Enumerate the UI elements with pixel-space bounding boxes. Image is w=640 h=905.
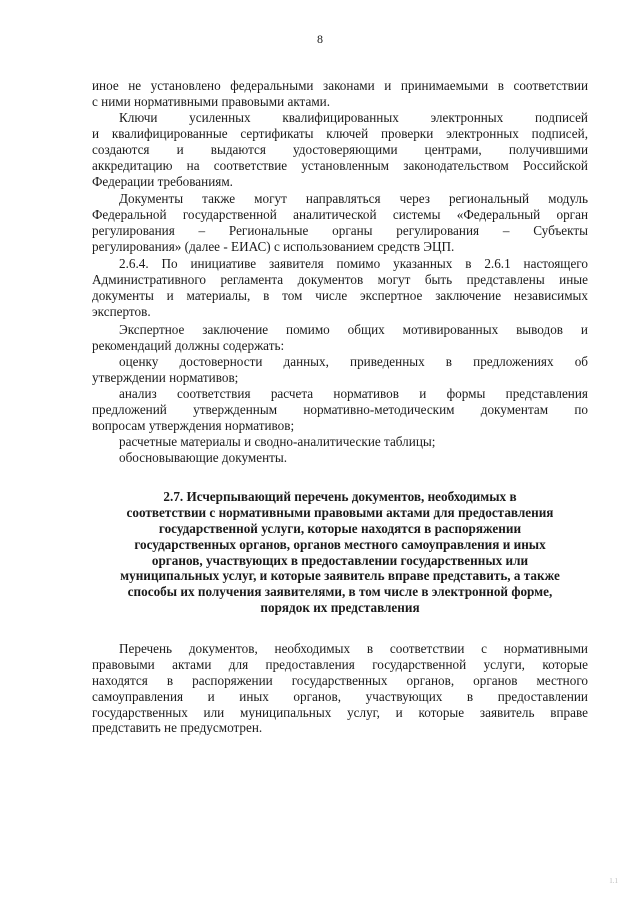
- paragraph-documents-list: [92, 641, 588, 736]
- text-line: Административного регламента документов могут быть представлены иные: [92, 271, 588, 287]
- text-line: документы и материалы, в том числе экспертное заключение независимых: [92, 287, 588, 303]
- text-line: Перечень документов, необходимых в соответствии с нормативными: [119, 641, 588, 656]
- corner-mark: 1.1: [609, 877, 618, 885]
- text-line: оценку достоверности данных, приведенных в предложениях об: [119, 354, 588, 369]
- text-line: вопросам утверждения нормативов;: [92, 417, 295, 433]
- paragraph-expert-conclusion: [92, 322, 588, 354]
- heading-line: государственных органов, органов местного самоуправления и иных: [134, 536, 546, 552]
- text-line: предложений утвержденным нормативно-методическим документам по: [92, 401, 588, 417]
- paragraph-2-6-4: [92, 256, 588, 320]
- text-line: находятся в распоряжении государственных органов, органов местного: [92, 672, 588, 688]
- paragraph-calc-materials: [92, 434, 588, 450]
- text-line: государственных или муниципальных услуг, и которые заявитель вправе: [92, 704, 588, 720]
- heading-line: способы их получения заявителями, в том числе в электронной форме,: [127, 584, 553, 600]
- text-line: анализ соответствия расчета нормативов и формы представления: [119, 386, 588, 401]
- text-line: рекомендаций должны содержать:: [92, 337, 285, 353]
- text-line: с ними нормативными правовыми актами.: [92, 93, 331, 109]
- heading-line: муниципальных услуг, и которые заявитель вправе представить, а также: [120, 568, 560, 584]
- text-line: утверждении нормативов;: [92, 369, 239, 385]
- text-line: экспертов.: [92, 303, 151, 319]
- heading-line: органов, участвующих в предоставлении государственных или: [151, 552, 529, 568]
- text-line: иное не установлено федеральными законами и принимаемыми в соответствии: [92, 78, 588, 93]
- section-heading-2-7: [92, 489, 588, 616]
- paragraph-signature-keys: [92, 110, 588, 189]
- text-line: регулирования» (далее - ЕИАС) с использованием средств ЭЦП.: [92, 238, 455, 254]
- text-line: обосновывающие документы.: [119, 450, 288, 465]
- text-line: Ключи усиленных квалифицированных электронных подписей: [119, 110, 588, 125]
- text-line: аккредитацию на соответствие установленным законодательством Российской: [92, 157, 588, 173]
- paragraph-continuation: [92, 78, 588, 110]
- text-line: создаются и выдаются удостоверяющими центрами, получившими: [92, 141, 588, 157]
- text-line: правовыми актами для предоставления государственной услуги, которые: [92, 656, 588, 672]
- text-line: и квалифицированные сертификаты ключей проверки электронных подписей,: [92, 125, 588, 141]
- text-line: Экспертное заключение помимо общих мотивированных выводов и: [119, 322, 588, 337]
- heading-line: 2.7. Исчерпывающий перечень документов, необходимых в: [163, 489, 517, 504]
- page-number: 8: [317, 32, 323, 46]
- heading-line: порядок их представления: [260, 600, 420, 616]
- text-line: самоуправления и иных органов, участвующих в предоставлении: [92, 688, 588, 704]
- text-line: расчетные материалы и сводно-аналитические таблицы;: [119, 434, 436, 449]
- text-line: 2.6.4. По инициативе заявителя помимо указанных в 2.6.1 настоящего: [119, 256, 588, 271]
- heading-line: государственной услуги, которые находятся в распоряжении: [158, 520, 522, 536]
- paragraph-documents-eias: [92, 191, 588, 255]
- heading-line: соответствии с нормативными правовыми актами для предоставления: [126, 504, 554, 520]
- text-line: Федерации требованиям.: [92, 173, 233, 189]
- text-line: регулирования – Региональные органы регулирования – Субъекты: [92, 222, 588, 238]
- paragraph-analysis: [92, 386, 588, 434]
- text-line: Документы также могут направляться через региональный модуль: [119, 191, 588, 206]
- paragraph-justifying-docs: [92, 450, 588, 466]
- text-line: Федеральной государственной аналитической системы «Федеральный орган: [92, 206, 588, 222]
- paragraph-assessment: [92, 354, 588, 386]
- text-line: представить не предусмотрен.: [92, 720, 263, 736]
